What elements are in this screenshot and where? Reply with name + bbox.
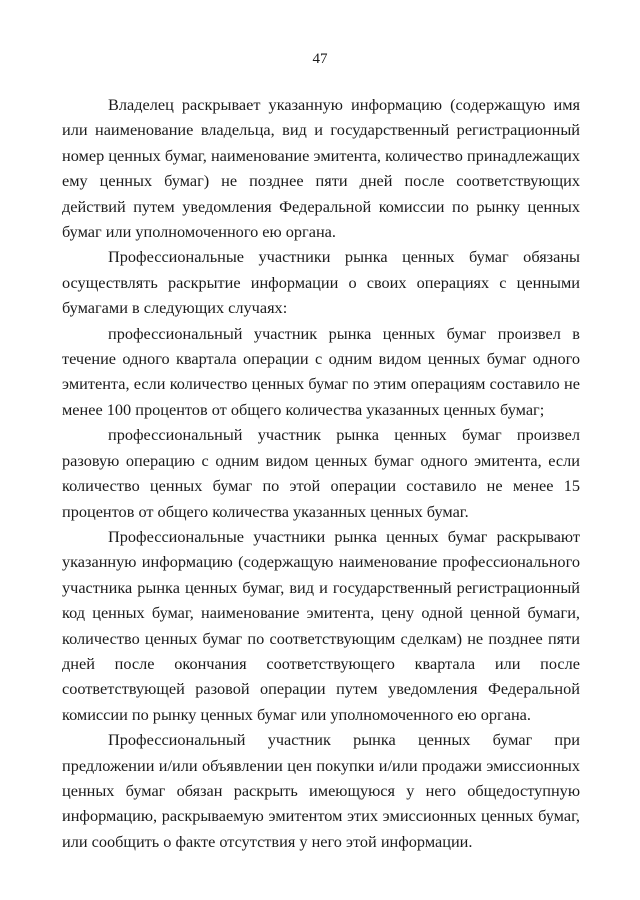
paragraph-participants-disclosure-content: Профессиональные участники рынка ценных бумаг раскрывают указанную информацию (содержащую наименование профессионального участника рынка ценных бумаг, вид и государственный регистрационный код ценных бумаг, наименование эмитента, цену одной ценной бумаги, количество ценных бумаг по соответствующим сделкам) не позднее пяти дней после окончания соответствующего квартала или после соответствующей разовой операции путем уведомления Федеральной комиссии по рынку ценных бумаг или уполномоченного ею органа. [62, 526, 580, 724]
document-body [62, 92, 580, 854]
paragraph-participants-obligation: Профессиональные участники рынка ценных бумаг обязаны осуществлять раскрытие информации о своих операциях с ценными бумагами в следующих случаях: [62, 247, 580, 318]
paragraph-case-single-operation: профессиональный участник рынка ценных бумаг произвел разовую операцию с одним видом ценных бумаг одного эмитента, если количество ценных бумаг по этой операции составило не менее 15 процентов от общего количества указанных ценных бумаг. [62, 425, 580, 521]
paragraph-quote-disclosure: Профессиональный участник рынка ценных бумаг при предложении и/или объявлении цен покупки и/или продажи эмиссионных ценных бумаг обязан раскрыть имеющуюся у него общедоступную информацию, раскрываемую эмитентом этих эмиссионных ценных бумаг, или сообщить о факте отсутствия у него этой информации. [62, 730, 580, 851]
page-number: 47 [312, 51, 328, 67]
paragraph-owner-disclosure: Владелец раскрывает указанную информацию (содержащую имя или наименование владельца, вид и государственный регистрационный номер ценных бумаг, наименование эмитента, количество принадлежащих ему ценных бумаг) не позднее пяти дней после соответствующих действий путем уведомления Федеральной комиссии по рынку ценных бумаг или уполномоченного ею органа. [62, 95, 580, 242]
paragraph-case-quarterly: профессиональный участник рынка ценных бумаг произвел в течение одного квартала операции с одним видом ценных бумаг одного эмитента, если количество ценных бумаг по этим операциям составило не менее 100 процентов от общего количества указанных ценных бумаг; [62, 323, 580, 419]
